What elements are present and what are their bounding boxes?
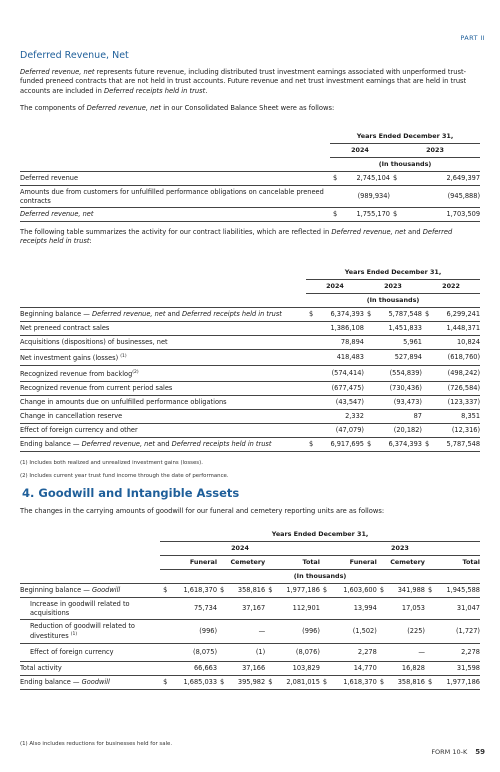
currency-symbol: [306, 350, 316, 366]
term: Deferred revenue, net: [20, 68, 95, 76]
value-cell: 103,829: [276, 661, 320, 675]
label-part: Reduction of goodwill related to divestitures: [30, 622, 135, 640]
currency-symbol: [217, 643, 228, 661]
value-cell: (498,242): [432, 366, 480, 382]
value-cell: —: [228, 620, 265, 643]
page-number: 59: [475, 748, 485, 756]
table-row: [20, 350, 480, 366]
currency-symbol: [364, 396, 374, 410]
currency-symbol: $: [320, 584, 333, 598]
value-cell: 395,982: [228, 675, 265, 689]
value-cell: 2,745,104: [344, 172, 390, 186]
column-header: Funeral: [320, 556, 377, 570]
text: The following table summarizes the activity for our contract liabilities, which are reflected in: [20, 228, 332, 236]
table-row: [20, 438, 480, 452]
value-cell: 527,894: [374, 350, 422, 366]
value-cell: 2,332: [316, 410, 364, 424]
currency-symbol: $: [425, 584, 436, 598]
value-cell: (730,436): [374, 382, 422, 396]
value-cell: 1,448,371: [432, 322, 480, 336]
text: and: [405, 228, 423, 236]
year-header: 2024: [160, 542, 320, 556]
currency-symbol: $: [364, 308, 374, 322]
footnote-2: (2) Includes current year trust fund income through the date of performance.: [20, 473, 229, 479]
value-cell: (43,547): [316, 396, 364, 410]
row-label: [20, 584, 160, 598]
year-header: 2022: [422, 280, 480, 294]
year-header: 2023: [364, 280, 422, 294]
value-cell: 1,703,509: [404, 208, 480, 222]
value-cell: 14,770: [333, 661, 377, 675]
currency-symbol: [265, 661, 276, 675]
currency-symbol: [306, 322, 316, 336]
part-label: PART II: [460, 34, 485, 42]
row-label: [20, 410, 306, 424]
currency-symbol: [306, 366, 316, 382]
currency-symbol: [377, 598, 388, 620]
row-label: [20, 382, 306, 396]
value-cell: 1,618,370: [333, 675, 377, 689]
units-header: (In thousands): [306, 294, 480, 308]
table-period-header: Years Ended December 31,: [330, 130, 480, 144]
term: Deferred revenue, net: [86, 104, 162, 112]
value-cell: (618,760): [432, 350, 480, 366]
value-cell: 1,603,600: [333, 584, 377, 598]
value-cell: 1,755,170: [344, 208, 390, 222]
currency-symbol: [422, 336, 432, 350]
value-cell: 16,828: [388, 661, 425, 675]
table-row: [20, 643, 480, 661]
currency-symbol: [364, 336, 374, 350]
value-cell: (989,934): [344, 186, 390, 208]
label-part: Total activity: [20, 663, 62, 672]
label-part: Deferred revenue, net: [81, 440, 156, 449]
row-label: Deferred revenue: [20, 172, 330, 186]
footnote-1: (1) Includes both realized and unrealized investment gains (losses).: [20, 460, 203, 466]
paragraph-components: [20, 104, 480, 113]
currency-symbol: [390, 186, 404, 208]
currency-symbol: [160, 661, 173, 675]
term: Deferred receipts held in trust: [20, 228, 453, 246]
row-label: [20, 643, 160, 661]
currency-symbol: [422, 350, 432, 366]
currency-symbol: [425, 661, 436, 675]
value-cell: 2,278: [436, 643, 480, 661]
currency-symbol: $: [364, 438, 374, 452]
year-header: 2023: [320, 542, 480, 556]
column-header: Cemetery: [217, 556, 265, 570]
value-cell: 87: [374, 410, 422, 424]
currency-symbol: [364, 424, 374, 438]
value-cell: 2,649,397: [404, 172, 480, 186]
currency-symbol: [320, 598, 333, 620]
value-cell: 17,053: [388, 598, 425, 620]
currency-symbol: $: [422, 308, 432, 322]
value-cell: 6,374,393: [374, 438, 422, 452]
currency-symbol: [217, 620, 228, 643]
value-cell: 5,787,548: [374, 308, 422, 322]
value-cell: —: [388, 643, 425, 661]
value-cell: (225): [388, 620, 425, 643]
label-part: Increase in goodwill related to acquisitions: [30, 600, 130, 617]
value-cell: 112,901: [276, 598, 320, 620]
year-header: 2024: [306, 280, 364, 294]
currency-symbol: [160, 598, 173, 620]
row-label: [20, 620, 160, 643]
value-cell: (677,475): [316, 382, 364, 396]
units-header: (In thousands): [330, 158, 480, 172]
currency-symbol: [422, 322, 432, 336]
year-header: 2024: [330, 144, 390, 158]
currency-symbol: $: [377, 584, 388, 598]
value-cell: 31,598: [436, 661, 480, 675]
row-label: [20, 661, 160, 675]
value-cell: 1,977,186: [276, 584, 320, 598]
row-label: [20, 308, 306, 322]
text: .: [205, 86, 208, 95]
text: represents future revenue, including distributed trust investment earnings associated with unperformed trust-funded preneed contracts that are not held in trust accounts. Future revenue and net trust investment earnings that are held in trust accounts are included in: [20, 68, 467, 95]
table-row: [20, 308, 480, 322]
currency-symbol: [330, 186, 344, 208]
currency-symbol: $: [320, 675, 333, 689]
value-cell: (8,076): [276, 643, 320, 661]
currency-symbol: [377, 643, 388, 661]
label-part: Deferred receipts held in trust: [182, 310, 282, 318]
currency-symbol: [364, 410, 374, 424]
value-cell: 13,994: [333, 598, 377, 620]
value-cell: (1): [228, 643, 265, 661]
value-cell: (47,079): [316, 424, 364, 438]
currency-symbol: $: [306, 438, 316, 452]
row-label: [20, 366, 306, 382]
table-row: [20, 424, 480, 438]
paragraph-contract-liabilities: [20, 228, 480, 247]
value-cell: (123,337): [432, 396, 480, 410]
value-cell: (20,182): [374, 424, 422, 438]
value-cell: 358,816: [228, 584, 265, 598]
currency-symbol: [265, 598, 276, 620]
row-label: [20, 396, 306, 410]
value-cell: 2,278: [333, 643, 377, 661]
table-row: [20, 396, 480, 410]
label-part: Goodwill: [81, 677, 110, 686]
form-label: FORM 10-K: [431, 748, 468, 756]
value-cell: (996): [173, 620, 217, 643]
value-cell: 1,685,033: [173, 675, 217, 689]
label-part: and: [155, 440, 172, 449]
table-row: [20, 172, 480, 186]
currency-symbol: [217, 598, 228, 620]
table-row: [20, 661, 480, 675]
year-header: 2023: [390, 144, 480, 158]
value-cell: (554,839): [374, 366, 422, 382]
value-cell: 31,047: [436, 598, 480, 620]
value-cell: 78,894: [316, 336, 364, 350]
paragraph-deferred-revenue-definition: [20, 68, 480, 96]
row-label: [20, 675, 160, 689]
row-label: [20, 424, 306, 438]
label-part: Deferred receipts held in trust: [171, 440, 272, 449]
currency-symbol: [422, 424, 432, 438]
label-part: Effect of foreign currency and other: [20, 426, 138, 435]
label-part: Net preneed contract sales: [20, 324, 110, 332]
table-row: [20, 675, 480, 689]
currency-symbol: $: [160, 675, 173, 689]
currency-symbol: [306, 410, 316, 424]
row-label: [20, 438, 306, 452]
label-part: Net investment gains (losses): [20, 354, 121, 363]
table-row: [20, 620, 480, 643]
section-title-deferred-revenue: Deferred Revenue, Net: [20, 50, 129, 61]
value-cell: (93,473): [374, 396, 422, 410]
column-header: Total: [265, 556, 320, 570]
footnote-ref: (1): [70, 631, 78, 637]
currency-symbol: [377, 661, 388, 675]
value-cell: 75,734: [173, 598, 217, 620]
label-part: Recognized revenue from backlog: [20, 370, 133, 379]
table-row: [20, 186, 480, 208]
value-cell: 341,988: [388, 584, 425, 598]
currency-symbol: [306, 336, 316, 350]
currency-symbol: $: [377, 675, 388, 689]
value-cell: 1,945,588: [436, 584, 480, 598]
label-part: Change in cancellation reserve: [20, 412, 123, 421]
currency-symbol: [160, 620, 173, 643]
currency-symbol: [364, 322, 374, 336]
value-cell: 6,374,393: [316, 308, 364, 322]
table-row: [20, 322, 480, 336]
value-cell: 1,977,186: [436, 675, 480, 689]
value-cell: 8,351: [432, 410, 480, 424]
table-period-header: Years Ended December 31,: [306, 266, 480, 280]
currency-symbol: $: [390, 208, 404, 222]
currency-symbol: [425, 598, 436, 620]
value-cell: (726,584): [432, 382, 480, 396]
currency-symbol: [364, 350, 374, 366]
currency-symbol: $: [217, 584, 228, 598]
value-cell: 37,167: [228, 598, 265, 620]
table-row: [20, 598, 480, 620]
currency-symbol: $: [390, 172, 404, 186]
label-part: and: [165, 310, 183, 318]
term: Deferred revenue, net: [331, 228, 406, 236]
text: :: [89, 237, 92, 246]
label-part: Beginning balance —: [20, 310, 92, 318]
row-label: [20, 336, 306, 350]
currency-symbol: [320, 643, 333, 661]
currency-symbol: [306, 424, 316, 438]
value-cell: 1,451,833: [374, 322, 422, 336]
currency-symbol: [364, 366, 374, 382]
value-cell: 1,386,108: [316, 322, 364, 336]
footnote-ref: (2): [132, 370, 139, 376]
table-row: [20, 336, 480, 350]
currency-symbol: [306, 382, 316, 396]
label-part: Ending balance —: [20, 440, 82, 449]
column-header: Cemetery: [377, 556, 425, 570]
footnote-ref: (1): [120, 354, 127, 359]
table-row: [20, 208, 480, 222]
value-cell: 2,081,015: [276, 675, 320, 689]
column-header: Funeral: [160, 556, 217, 570]
label-part: Deferred revenue, net: [92, 310, 166, 318]
currency-symbol: $: [306, 308, 316, 322]
currency-symbol: [265, 620, 276, 643]
value-cell: (1,727): [436, 620, 480, 643]
value-cell: (8,075): [173, 643, 217, 661]
label-part: Acquisitions (dispositions) of businesses, net: [20, 338, 168, 346]
label-part: Recognized revenue from current period sales: [20, 384, 173, 393]
currency-symbol: [306, 396, 316, 410]
currency-symbol: [425, 620, 436, 643]
currency-symbol: [422, 366, 432, 382]
row-label: Amounts due from customers for unfulfilled performance obligations on cancelable preneed contracts: [20, 186, 330, 208]
table-row: [20, 382, 480, 396]
currency-symbol: $: [330, 172, 344, 186]
value-cell: 5,961: [374, 336, 422, 350]
currency-symbol: [377, 620, 388, 643]
currency-symbol: $: [160, 584, 173, 598]
currency-symbol: [422, 382, 432, 396]
table-row: [20, 584, 480, 598]
value-cell: 6,299,241: [432, 308, 480, 322]
currency-symbol: [217, 661, 228, 675]
table-row: [20, 366, 480, 382]
value-cell: (945,888): [404, 186, 480, 208]
section-title-goodwill: 4. Goodwill and Intangible Assets: [22, 486, 240, 500]
footnote-goodwill: (1) Also includes reductions for businesses held for sale.: [20, 741, 173, 747]
label-part: Change in amounts due on unfulfilled performance obligations: [20, 398, 227, 407]
label-part: Effect of foreign currency: [30, 647, 114, 656]
table-row: [20, 410, 480, 424]
text: in our Consolidated Balance Sheet were as follows:: [161, 104, 335, 112]
currency-symbol: [320, 620, 333, 643]
currency-symbol: $: [217, 675, 228, 689]
value-cell: 6,917,695: [316, 438, 364, 452]
currency-symbol: [320, 661, 333, 675]
text: The components of: [20, 104, 87, 112]
value-cell: 37,166: [228, 661, 265, 675]
value-cell: (12,316): [432, 424, 480, 438]
label-part: Ending balance —: [20, 677, 82, 686]
currency-symbol: $: [330, 208, 344, 222]
label-part: Goodwill: [92, 586, 121, 594]
page-footer: [431, 748, 485, 756]
units-header: (In thousands): [160, 570, 480, 584]
row-label: [20, 598, 160, 620]
currency-symbol: [265, 643, 276, 661]
column-header: Total: [425, 556, 480, 570]
value-cell: 66,663: [173, 661, 217, 675]
goodwill-table: [20, 528, 480, 690]
term: Deferred receipts held in trust: [104, 86, 206, 95]
currency-symbol: [364, 382, 374, 396]
value-cell: (996): [276, 620, 320, 643]
value-cell: 10,824: [432, 336, 480, 350]
deferred-revenue-table: [20, 130, 480, 222]
value-cell: 418,483: [316, 350, 364, 366]
value-cell: 358,816: [388, 675, 425, 689]
currency-symbol: $: [265, 675, 276, 689]
value-cell: 5,787,548: [432, 438, 480, 452]
contract-liabilities-table: [20, 266, 480, 452]
row-label: Deferred revenue, net: [20, 208, 330, 222]
table-period-header: Years Ended December 31,: [160, 528, 480, 542]
currency-symbol: $: [265, 584, 276, 598]
currency-symbol: $: [422, 438, 432, 452]
row-label: [20, 350, 306, 366]
currency-symbol: [422, 410, 432, 424]
paragraph-goodwill: The changes in the carrying amounts of goodwill for our funeral and cemetery reporting units are as follows:: [20, 507, 385, 515]
value-cell: 1,618,370: [173, 584, 217, 598]
currency-symbol: [160, 643, 173, 661]
currency-symbol: [422, 396, 432, 410]
value-cell: (1,502): [333, 620, 377, 643]
value-cell: (574,414): [316, 366, 364, 382]
row-label: [20, 322, 306, 336]
currency-symbol: [425, 643, 436, 661]
label-part: Beginning balance —: [20, 586, 92, 594]
currency-symbol: $: [425, 675, 436, 689]
